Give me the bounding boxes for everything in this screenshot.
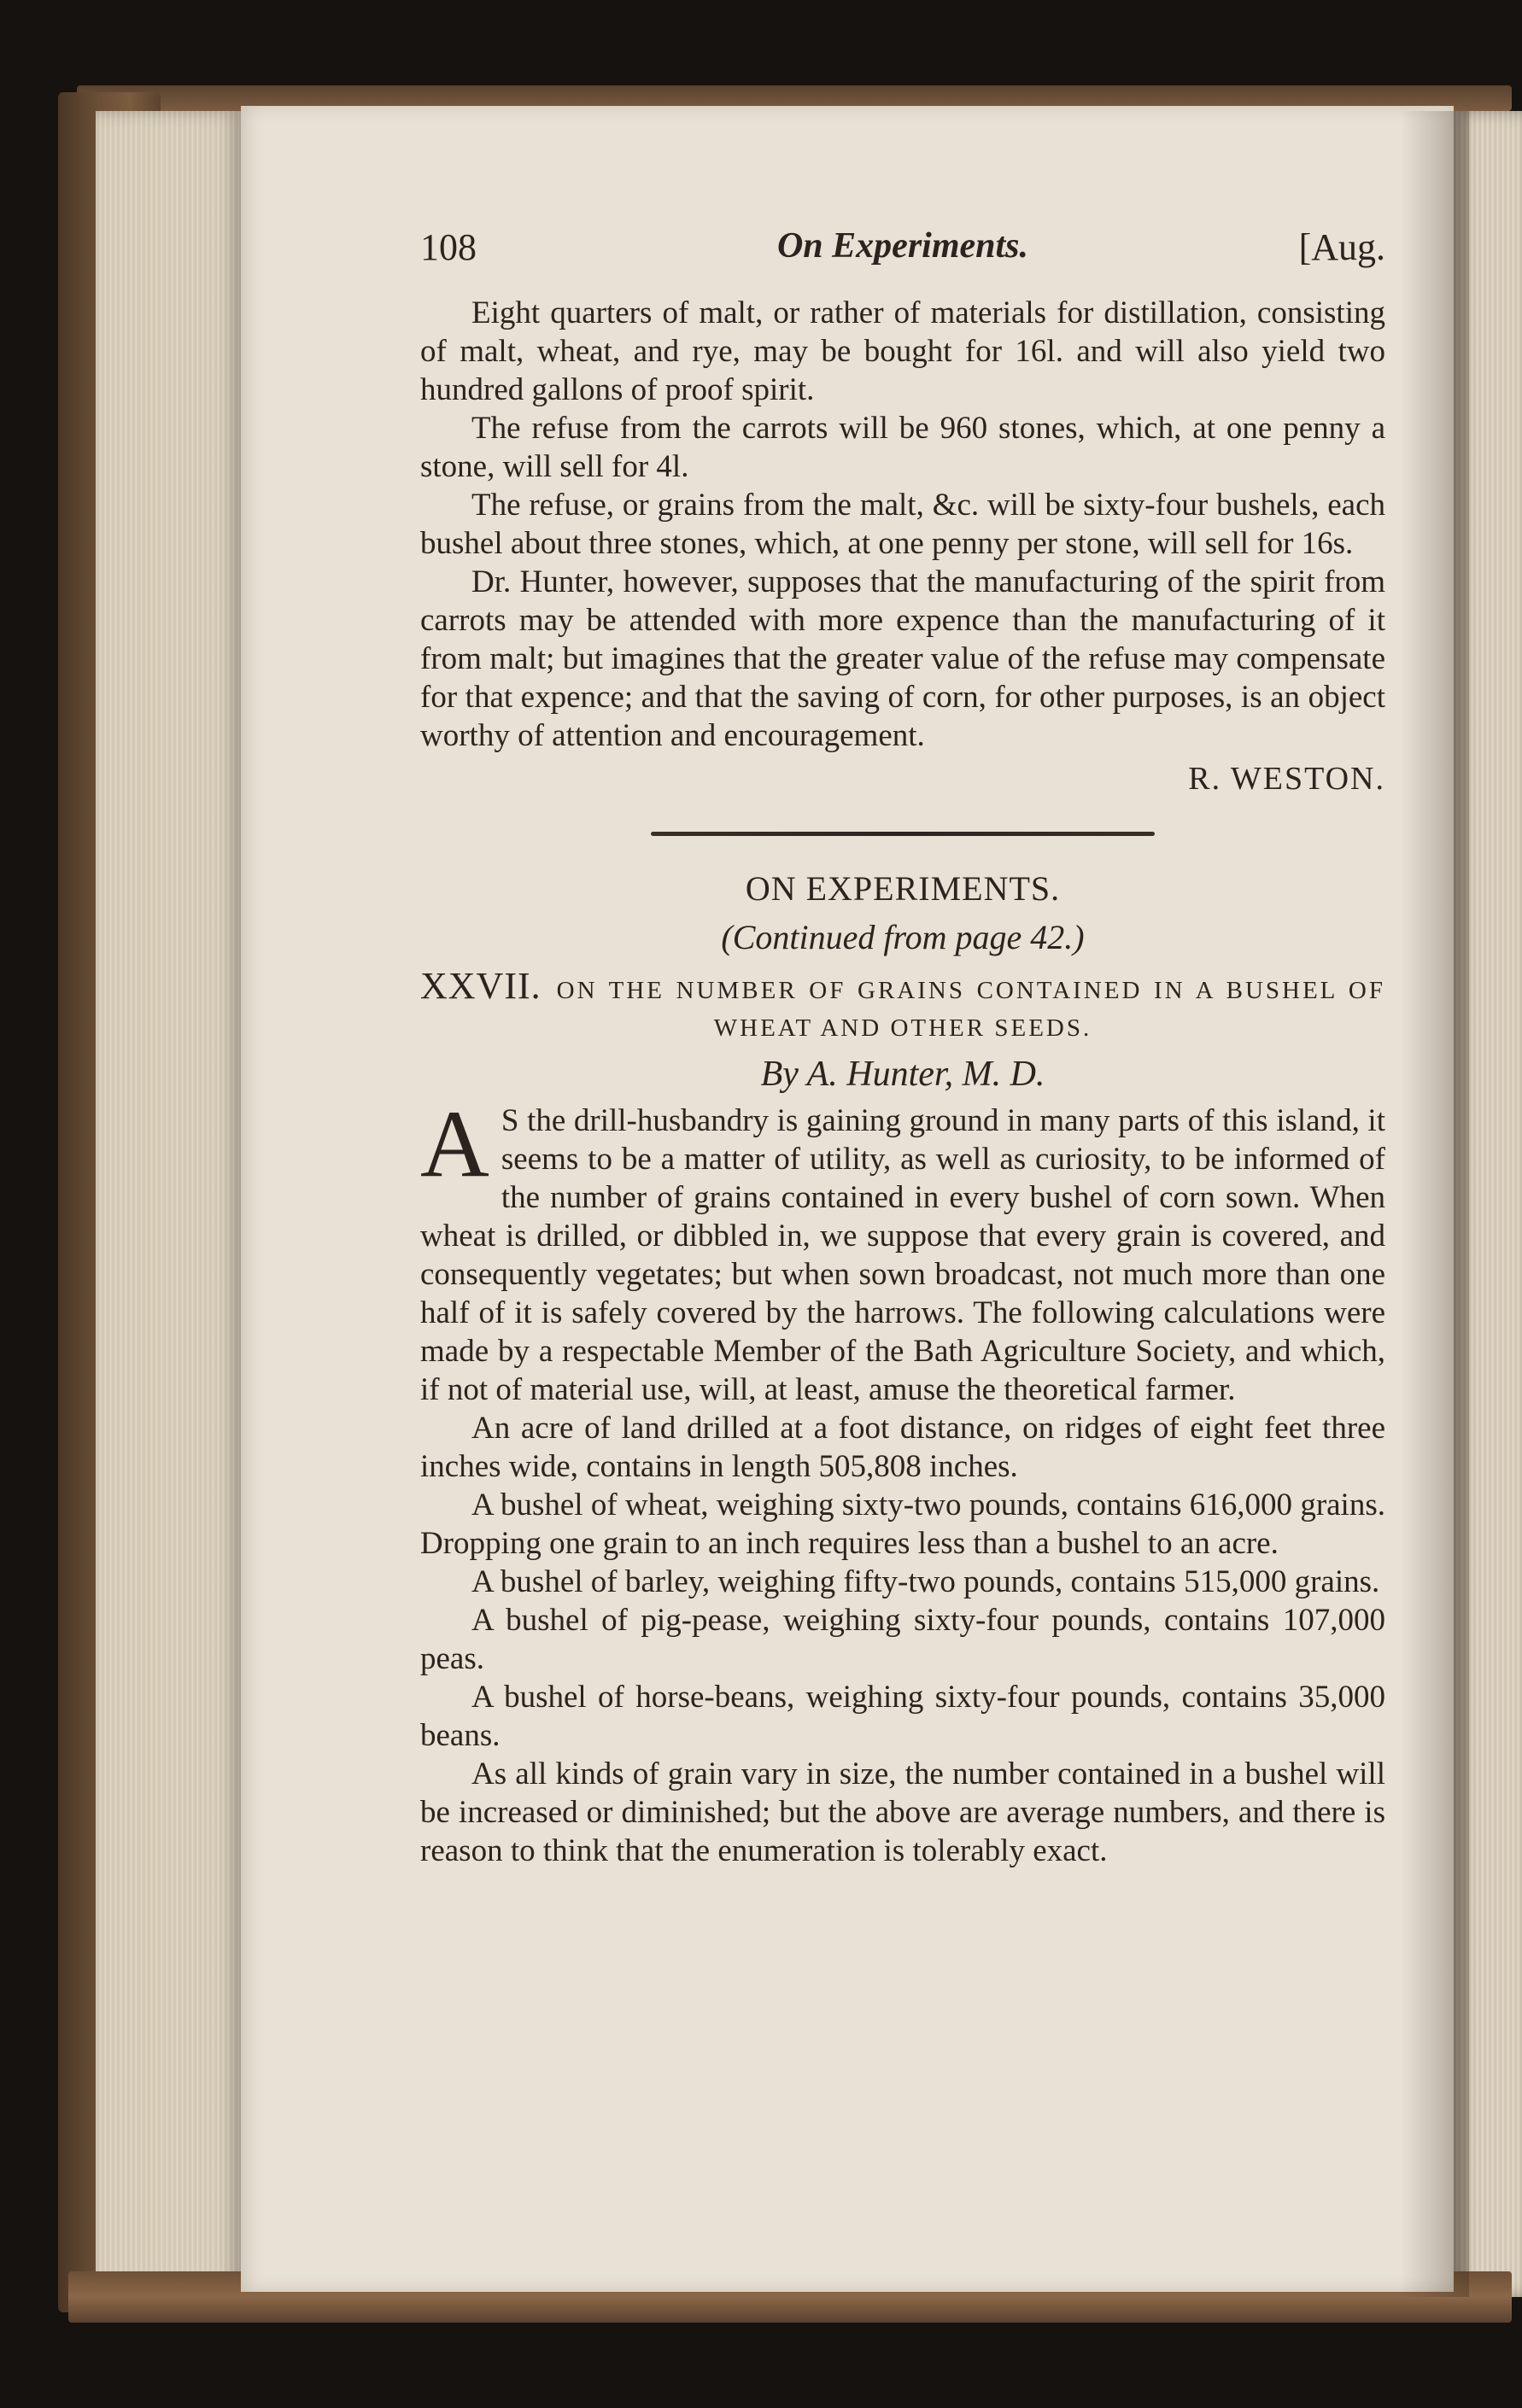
paragraph: A bushel of barley, weighing fifty-two pounds, contains 515,000 grains.: [471, 1564, 1380, 1599]
first-paragraph: [420, 1091, 1385, 1409]
page-number: 108: [420, 226, 477, 268]
page-edges-left: [96, 111, 241, 2297]
paragraph: An acre of land drilled at a foot distance, on ridges of eight feet three inches wide, contains in length 505,808 inches.: [420, 1411, 1385, 1484]
paragraph: The refuse, or grains from the malt, &c. will be sixty-four bushels, each bushel about three stones, which, at one penny per stone, will sell for 16s.: [420, 488, 1385, 561]
paragraph: Eight quarters of malt, or rather of materials for distillation, consisting of malt, wheat, and rye, may be bought for 16l. and will also yield two hundred gallons of proof spirit.: [420, 295, 1385, 407]
paragraph: The refuse from the carrots will be 960 stones, which, at one penny a stone, will sell for 4l.: [420, 411, 1385, 484]
article-heading: [420, 967, 1385, 1047]
gutter-shadow: [1401, 111, 1469, 2297]
running-title: On Experiments.: [776, 226, 1029, 266]
paragraph: Dr. Hunter, however, supposes that the manufacturing of the spirit from carrots may be attended with more expence than the manufacturing of it from malt; but imagines that the greater value of the refuse may compensate for that expence; and that the saving of corn, for other purposes, is an object worthy of attention and encouragement.: [420, 564, 1385, 753]
drop-cap: A: [420, 1091, 489, 1197]
paragraph: A bushel of wheat, weighing sixty-two pounds, contains 616,000 grains. Dropping one grain to an inch requires less than a bushel to an acre.: [420, 1487, 1385, 1561]
first-paragraph-text: S the drill-husbandry is gaining ground in many parts of this island, it seems to be a matter of utility, as well as curiosity, to be informed of the number of grains contained in every bushel of corn sown. When wheat is drilled, or dibbled in, we suppose that every grain is covered, and consequently vegetates; but when sown broadcast, not much more than one half of it is safely covered by the harrows. The following calculations were made by a respectable Member of the Bath Agriculture Society, and which, if not of material use, will, at least, amuse the theoretical farmer.: [420, 1103, 1385, 1407]
paragraph: As all kinds of grain vary in size, the number contained in a bushel will be increased or diminished; but the above are average numbers, and there is reason to think that the enumeration is tolerably exact.: [420, 1756, 1385, 1868]
continued-note: (Continued from page 42.): [721, 918, 1085, 956]
paragraph: A bushel of horse-beans, weighing sixty-four pounds, contains 35,000 beans.: [420, 1680, 1385, 1753]
article-number: XXVII.: [420, 965, 541, 1007]
running-head: [420, 225, 1385, 294]
text-block: [420, 225, 1385, 1870]
paragraph: A bushel of pig-pease, weighing sixty-four pounds, contains 107,000 peas.: [420, 1603, 1385, 1676]
section-title: ON EXPERIMENTS.: [745, 869, 1061, 908]
book-page: [241, 106, 1454, 2292]
signature: R. WESTON.: [1188, 761, 1385, 797]
article-title: ON THE NUMBER OF GRAINS CONTAINED IN A BUSHEL OF WHEAT AND OTHER SEEDS.: [556, 977, 1385, 1042]
section-divider: [651, 832, 1155, 836]
running-month: [Aug.: [1298, 226, 1385, 268]
author-byline: By A. Hunter, M. D.: [760, 1055, 1045, 1094]
